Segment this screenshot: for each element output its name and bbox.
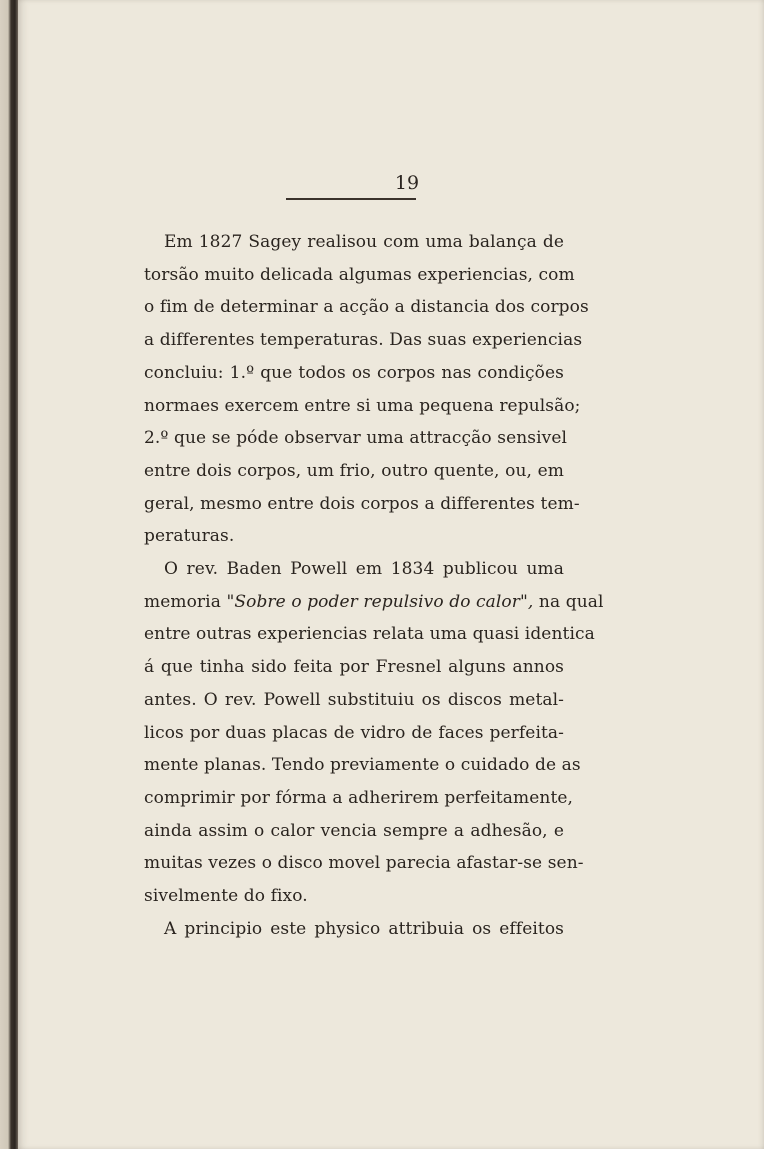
page-number: 19: [394, 172, 420, 194]
text-line: entre outras experiencias relata uma quasi identica: [144, 624, 595, 645]
text-line: comprimir por fórma a adherirem perfeitamente,: [144, 787, 574, 808]
header-rule: [286, 198, 416, 200]
text-line: peraturas.: [144, 526, 235, 547]
book-page: [18, 0, 764, 1149]
text-line: mente planas. Tendo previamente o cuidado de as: [144, 755, 581, 776]
text-line: A principio este physico attribuia os effeitos: [164, 918, 564, 939]
text-segment: memoria: [144, 591, 227, 612]
text-line: 2.º que se póde observar uma attracção sensivel: [144, 428, 568, 449]
italic-title: "Sobre o poder repulsivo do calor",: [226, 591, 534, 612]
text-line: entre dois corpos, um frio, outro quente, ou, em: [144, 460, 564, 481]
text-segment: na qual: [533, 591, 604, 612]
text-line: O rev. Baden Powell em 1834 publicou uma: [164, 559, 564, 580]
text-line: Em 1827 Sagey realisou com uma balança de: [164, 232, 564, 252]
text-line: geral, mesmo entre dois corpos a differentes tem-: [144, 493, 580, 514]
book-spine-edge: [0, 0, 20, 1149]
text-line: sivelmente do fixo.: [144, 886, 308, 907]
text-line: antes. O rev. Powell substituiu os discos metal-: [144, 689, 564, 710]
text-line: á que tinha sido feita por Fresnel alguns annos: [144, 657, 564, 678]
body-text: [144, 226, 604, 945]
text-line: a differentes temperaturas. Das suas experiencias: [144, 330, 583, 351]
text-line-with-italic-title: [144, 586, 604, 619]
text-line: ainda assim o calor vencia sempre a adhesão, e: [144, 820, 564, 841]
text-line: concluiu: 1.º que todos os corpos nas condições: [144, 362, 564, 383]
text-line: torsão muito delicada algumas experiencias, com: [144, 264, 575, 285]
text-line: o fim de determinar a acção a distancia dos corpos: [144, 297, 589, 318]
text-line: muitas vezes o disco movel parecia afastar-se sen-: [144, 853, 584, 874]
text-line: normaes exercem entre si uma pequena repulsão;: [144, 395, 581, 416]
text-line: licos por duas placas de vidro de faces perfeita-: [144, 722, 564, 743]
